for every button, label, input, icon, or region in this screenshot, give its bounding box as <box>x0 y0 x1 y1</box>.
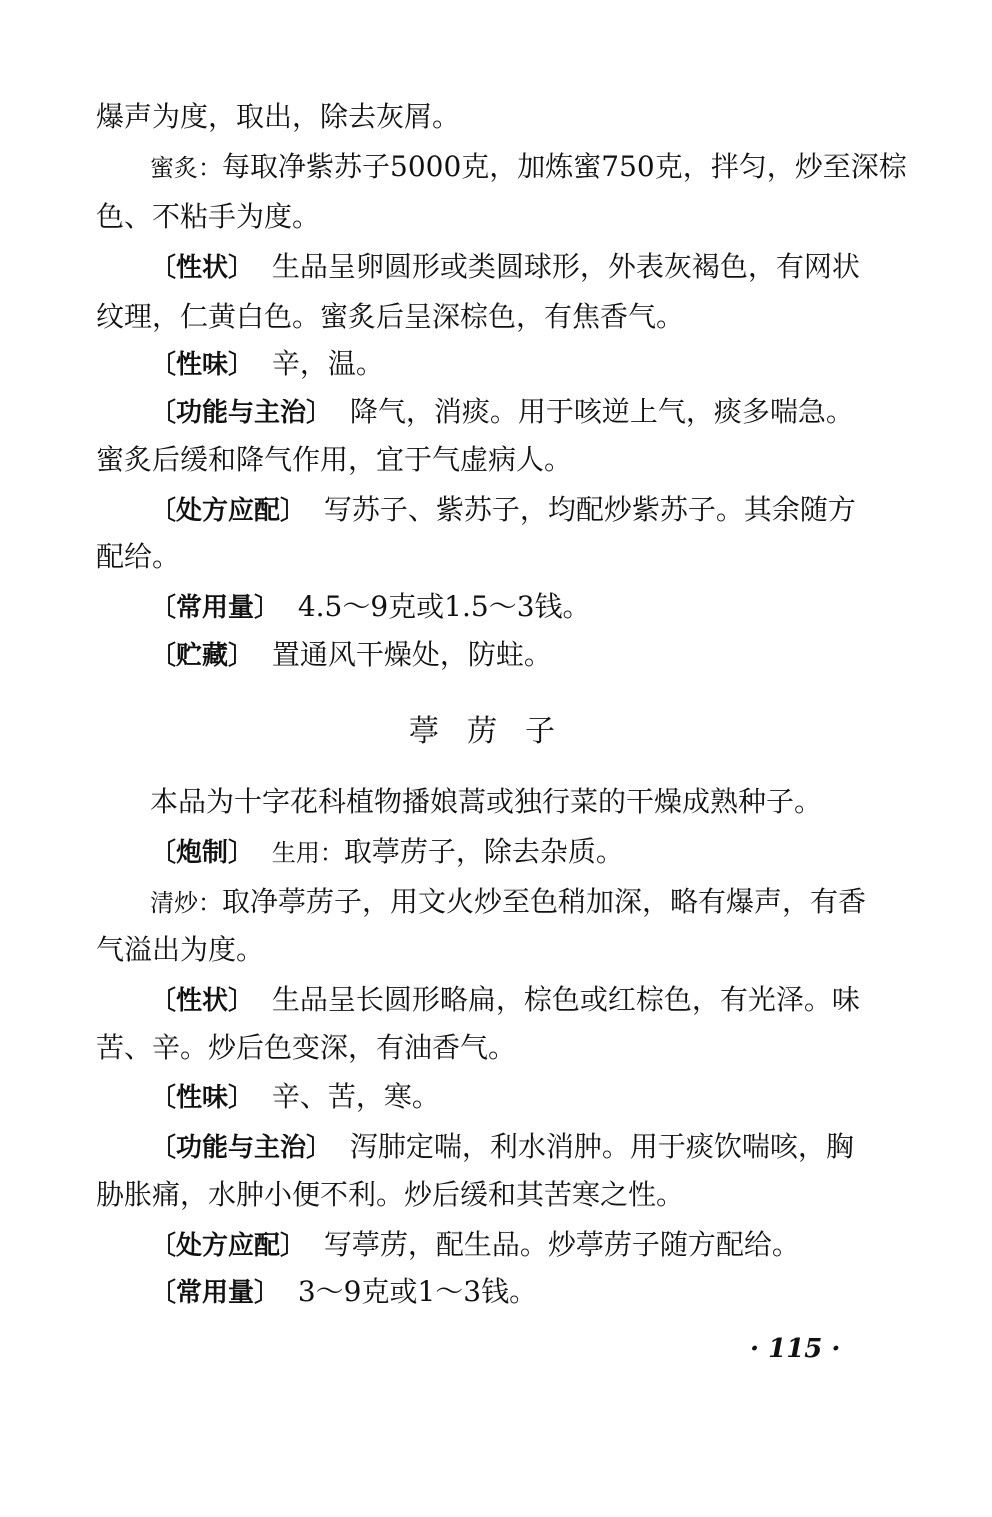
section-heading: 〔功能与主治〕 <box>150 398 333 428</box>
section-heading: 〔处方应配〕 <box>150 1231 307 1261</box>
text-line: 〔贮藏〕 置通风干燥处，防蛀。 <box>150 638 552 671</box>
text-line: 配给。 <box>96 540 181 573</box>
section-heading: 〔性状〕 <box>150 253 255 283</box>
section-heading: 〔性味〕 <box>150 1083 255 1113</box>
section-heading: 〔处方应配〕 <box>150 496 307 526</box>
text-line: 蜜炙后缓和降气作用，宜于气虚病人。 <box>96 443 573 476</box>
text-line: 胁胀痛，水肿小便不利。炒后缓和其苦寒之性。 <box>96 1178 685 1211</box>
herb-title: 葶苈子 <box>409 714 583 749</box>
text-line: 纹理，仁黄白色。蜜炙后呈深棕色，有焦香气。 <box>96 300 685 333</box>
text-line: 〔性味〕 辛，温。 <box>150 347 384 380</box>
text-line: 气溢出为度。 <box>96 933 265 966</box>
text-line: 〔处方应配〕 写葶苈，配生品。炒葶苈子随方配给。 <box>150 1228 800 1261</box>
text-line: 〔性状〕 生品呈卵圆形或类圆球形，外表灰褐色，有网状 <box>150 250 860 283</box>
text-line: 〔常用量〕 4.5～9克或1.5～3钱。 <box>150 590 591 623</box>
section-heading: 〔炮制〕 <box>150 838 255 868</box>
section-heading: 〔常用量〕 <box>150 593 281 623</box>
text-line: 清炒：取净葶苈子，用文火炒至色稍加深，略有爆声，有香 <box>150 885 867 918</box>
method-label: 生用： <box>271 839 344 867</box>
text-line: 蜜炙：每取净紫苏子5000克，加炼蜜750克，拌匀，炒至深棕 <box>150 150 907 183</box>
text-line: 〔性状〕 生品呈长圆形略扁，棕色或红棕色，有光泽。味 <box>150 983 860 1016</box>
section-heading: 〔性状〕 <box>150 986 255 1016</box>
section-heading: 〔贮藏〕 <box>150 641 255 671</box>
text-line: 〔功能与主治〕 降气，消痰。用于咳逆上气，痰多喘急。 <box>150 395 854 428</box>
section-heading: 〔功能与主治〕 <box>150 1133 333 1163</box>
text-line: 〔常用量〕 3～9克或1～3钱。 <box>150 1275 538 1308</box>
method-label: 蜜炙： <box>150 154 222 182</box>
page-number: · 115 · <box>750 1334 841 1364</box>
text-line: 色、不粘手为度。 <box>96 200 321 233</box>
text-line: 爆声为度，取出，除去灰屑。 <box>96 100 461 133</box>
text-line: 本品为十字花科植物播娘蒿或独行菜的干燥成熟种子。 <box>150 785 823 818</box>
section-heading: 〔性味〕 <box>150 350 255 380</box>
text-line: 〔性味〕 辛、苦，寒。 <box>150 1080 440 1113</box>
text-line: 〔炮制〕 生用：取葶苈子，除去杂质。 <box>150 835 624 868</box>
section-heading: 〔常用量〕 <box>150 1278 281 1308</box>
text-line: 〔功能与主治〕 泻肺定喘，利水消肿。用于痰饮喘咳，胸 <box>150 1130 854 1163</box>
text-line: 苦、辛。炒后色变深，有油香气。 <box>96 1031 517 1064</box>
text-line: 〔处方应配〕 写苏子、紫苏子，均配炒紫苏子。其余随方 <box>150 493 856 526</box>
method-label: 清炒： <box>150 889 222 917</box>
